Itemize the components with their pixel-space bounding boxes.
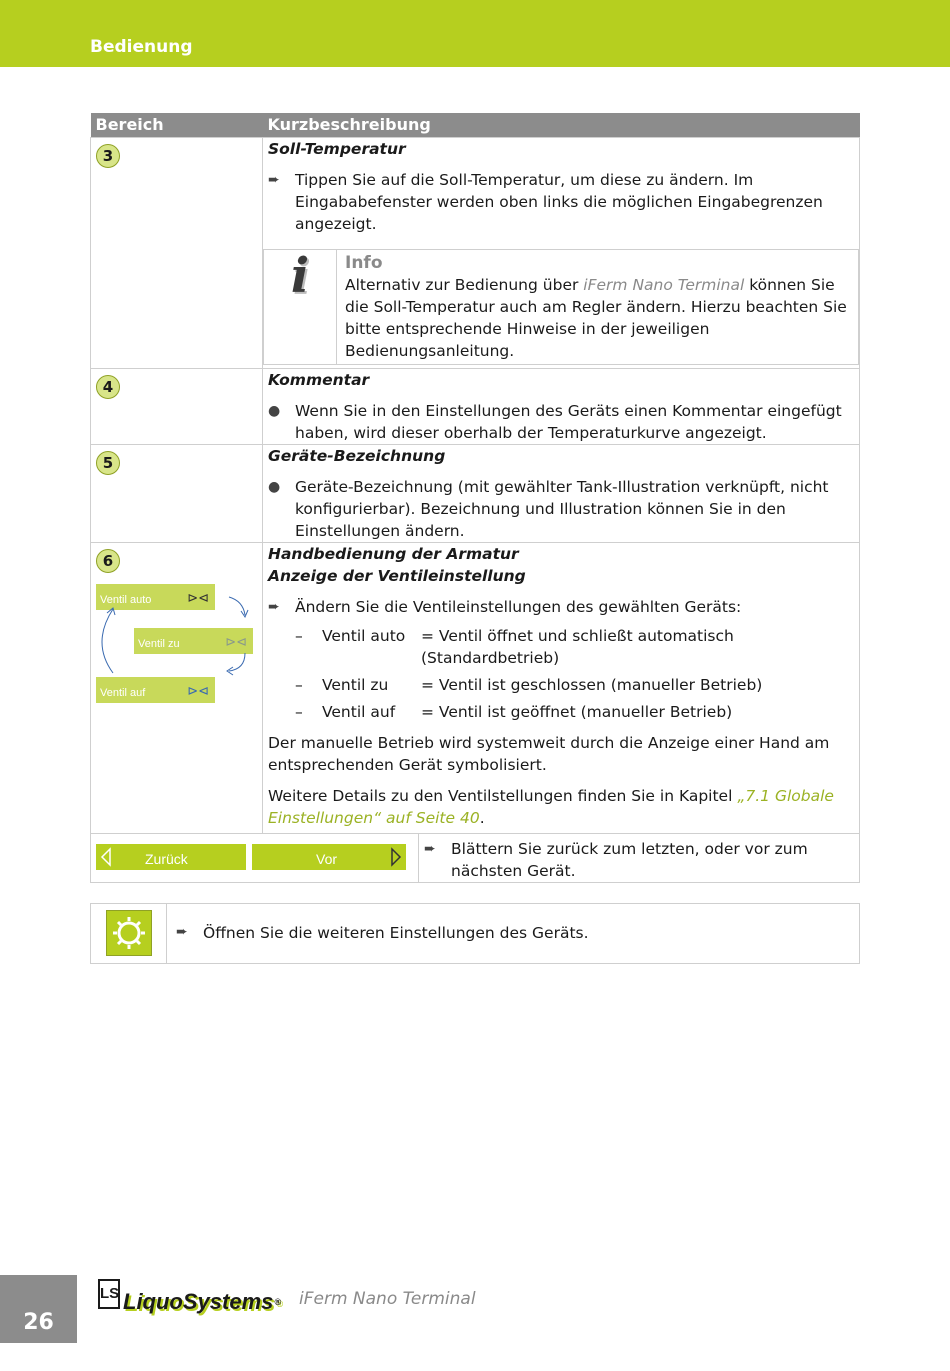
navigation-text: Blättern Sie zurück zum letzten, oder vor zum nächsten Gerät. [451, 839, 808, 880]
row-text: Wenn Sie in den Einstellungen des Geräts einen Kommentar eingefügt haben, wird dieser oberhalb der Temperaturkurve angezeigt. [295, 401, 842, 442]
valve-desc: = Ventil öffnet und schließt automatisch (Standardbetrieb) [421, 626, 734, 667]
back-button[interactable] [96, 844, 246, 870]
arrow-right-icon: ➨ [424, 840, 436, 857]
list-item: – Ventil zu = Ventil ist geschlossen (manueller Betrieb) [295, 675, 763, 694]
valve-icon: ⊳⊲ [187, 682, 209, 698]
row-subtitle: Anzeige der Ventileinstellung [268, 566, 526, 585]
row-title: Soll-Temperatur [268, 139, 406, 158]
bullet-icon: ● [268, 402, 281, 419]
info-text-part1: Alternativ zur Bedienung über [345, 275, 584, 294]
navigation-table [90, 833, 860, 883]
registered-mark: ® [274, 1297, 282, 1307]
table-header [91, 113, 860, 137]
row-text: Tippen Sie auf die Soll-Temperatur, um diese zu ändern. Im Eingababefenster werden oben links die möglichen Eingabegrenzen angezeigt. [295, 170, 823, 233]
header-area: Bereich [91, 113, 263, 137]
row-title: Kommentar [268, 370, 370, 389]
row-title: Geräte-Bezeichnung [268, 446, 446, 465]
top-bar [0, 0, 950, 67]
paragraph-reference [268, 785, 859, 829]
list-item: – Ventil auf = Ventil ist geöffnet (manueller Betrieb) [295, 702, 733, 721]
table-row [91, 903, 860, 963]
valve-list [295, 625, 859, 723]
chapter-link[interactable]: „7.1 Globale Einstellungen“ auf Seite 40 [268, 786, 834, 827]
description-table [90, 113, 860, 834]
arrow-right-icon: ➨ [268, 171, 280, 188]
triangle-right-icon [390, 847, 402, 867]
forward-label: Vor [316, 850, 338, 867]
section-title: Bedienung [90, 37, 193, 57]
row-title: Handbedienung der Armatur [268, 544, 519, 563]
table-row [91, 444, 860, 542]
info-heading: Info [345, 252, 383, 273]
arrow-right-icon: ➨ [176, 924, 188, 940]
triangle-left-icon [100, 847, 112, 867]
table-row [91, 368, 860, 444]
info-box [263, 249, 859, 365]
header-description: Kurzbeschreibung [263, 113, 860, 137]
valve-illustration [91, 543, 263, 723]
gear-icon[interactable] [106, 910, 152, 956]
valve-auto-label: Ventil auto [100, 593, 152, 606]
settings-text: Öffnen Sie die weiteren Einstellungen des Geräts. [203, 924, 589, 942]
info-product-name: iFerm Nano Terminal [583, 275, 745, 294]
reference-end: . [479, 808, 485, 827]
logo-mark: LS [98, 1279, 120, 1309]
page-number: 26 [0, 1275, 77, 1343]
list-item: – Ventil auto = Ventil öffnet und schließt automatisch (Standardbetrieb) [295, 625, 859, 669]
forward-button[interactable] [252, 844, 406, 870]
valve-name: Ventil zu [322, 675, 389, 694]
table-row [91, 542, 860, 833]
row-text: Ändern Sie die Ventileinstellungen des gewählten Geräts: [295, 597, 742, 616]
table-row [91, 137, 860, 368]
table-row [91, 833, 860, 882]
paragraph: Der manuelle Betrieb wird systemweit durch die Anzeige einer Hand am entsprechenden Gerät symbolisiert. [268, 733, 830, 774]
cycle-arrows-icon [91, 543, 263, 723]
area-number: 4 [96, 375, 120, 399]
company-logo [98, 1279, 282, 1314]
area-number: 5 [96, 451, 120, 475]
valve-closed-label: Ventil zu [138, 637, 180, 650]
document-body [90, 113, 860, 964]
valve-name: Ventil auf [322, 702, 396, 721]
valve-desc: = Ventil ist geöffnet (manueller Betrieb) [421, 702, 733, 721]
valve-open-label: Ventil auf [100, 686, 146, 699]
logo-text: LiquoSystems [123, 1289, 274, 1314]
footer-product-title: iFerm Nano Terminal [299, 1289, 476, 1309]
valve-desc: = Ventil ist geschlossen (manueller Betrieb) [421, 675, 763, 694]
bullet-icon: ● [268, 478, 281, 495]
settings-table [90, 903, 860, 964]
valve-icon: ⊳⊲ [187, 589, 209, 605]
row-text: Geräte-Bezeichnung (mit gewählter Tank-Illustration verknüpft, nicht konfigurierbar). Bezeichnung und Illustration können Sie in den Einstellungen ändern. [295, 477, 829, 540]
valve-name: Ventil auto [322, 626, 406, 645]
info-text-part2: können Sie die Soll-Temperatur auch am Regler ändern. Hierzu beachten Sie bitte entsprechende Hinweise in der jeweiligen Bedienungsanleitung. [345, 275, 847, 360]
valve-icon: ⊳⊲ [225, 633, 247, 649]
back-label: Zurück [145, 850, 188, 867]
arrow-right-icon: ➨ [268, 598, 280, 615]
area-number: 3 [96, 144, 120, 168]
reference-text: Weitere Details zu den Ventilstellungen finden Sie in Kapitel [268, 786, 738, 805]
area-number: 6 [96, 549, 120, 573]
info-icon: i [290, 247, 310, 304]
